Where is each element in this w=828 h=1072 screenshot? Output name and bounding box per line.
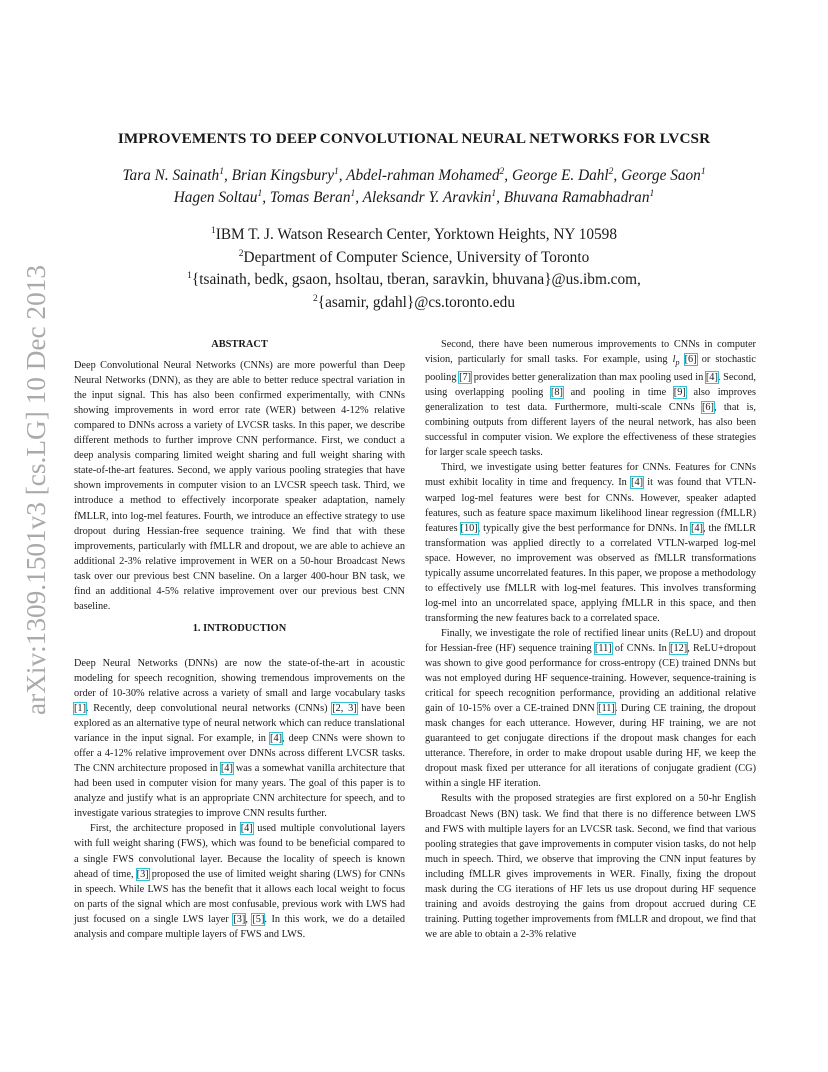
author-name: George E. Dahl [511,167,609,184]
author-affiliation-mark: 1 [219,167,224,177]
citation-link[interactable]: [4] [270,733,283,745]
citation-link[interactable]: [4] [705,372,718,384]
author-name: Tomas Beran [269,189,351,206]
body-text: , deep CNNs were shown to offer a 4-12% relative improvement over DNNs across different LVCSR tasks. The CNN architecture proposed in [74,733,405,775]
author-affiliation-mark: 2 [499,167,505,177]
math-symbol: l [672,354,676,366]
body-text: . Second, using overlapping pooling [425,372,756,399]
body-paragraph [74,656,405,822]
body-text: was a somewhat vanilla architecture that had been used in computer vision for many years. The goal of this paper is to analyze and justify what is an appropriate CNN architecture for speech, and to investigate various strategies to improve CNN results further. [74,763,405,820]
affiliation-mark: 2 [313,293,318,304]
body-text: have been explored as an alternative type of neural network which can reduce translational variance in the input signal. For example, in [74,703,405,745]
body-text: , [245,913,253,925]
author-line-1 [0,166,828,188]
affiliations [0,225,828,315]
arxiv-stamp-text: arXiv:1309.1501v3 [cs.LG] 10 Dec 2013 [21,269,51,715]
paper-title: IMPROVEMENTS TO DEEP CONVOLUTIONAL NEURAL NETWORKS FOR LVCSR [117,130,711,147]
body-paragraph [425,791,756,941]
citation-link[interactable]: [7] [459,372,472,384]
author-name: George Saon [621,167,701,184]
body-text: it was found that VTLN-warped log-mel features were best for CNNs. However, speaker adapted features, such as feature space maximum likelihood linear regression (fMLLR) features [425,477,757,534]
body-text: , that is, combining outputs from different layers of the neural network, has also been successful in computer vision. We explore the effectiveness of these strategies for larger scale speech tasks. [425,402,756,459]
body-text: used multiple convolutional layers with full weight sharing (FWS), which was found to be beneficial compared to a single FWS convolutional layer. Because the locality of speech is known ahead of time, [74,823,405,880]
body-text: and pooling in time [562,387,674,399]
citation-link[interactable]: [3] [233,913,246,925]
body-paragraph [425,337,756,460]
author-name: Bhuvana Ramabhadran [503,189,650,206]
citation-link[interactable]: [1] [74,703,87,715]
citation-link[interactable]: [4] [690,522,703,534]
introduction-body [74,656,405,942]
author-separator: , [338,167,347,184]
citation-link[interactable]: [4] [240,823,253,835]
affiliation-line [0,270,828,293]
body-text: also improves generalization to test data. Furthermore, multi-scale CNNs [425,387,757,414]
author-separator: , [355,189,363,206]
author-separator: , [613,167,622,184]
body-paragraph [74,821,405,941]
body-text: . Recently, deep convolutional neural networks (CNNs) [86,703,333,715]
affiliation-text: Department of Computer Science, University of Toronto [243,248,590,266]
affiliation-mark: 1 [211,226,216,236]
affiliation-text: IBM T. J. Watson Research Center, Yorktown Heights, NY 10598 [215,226,617,243]
author-affiliation-mark: 1 [491,189,497,199]
citation-link[interactable]: [11] [594,642,612,654]
author-name: Abdel-rahman Mohamed [346,167,500,184]
body-text: , the fMLLR transformation was applied directly to a correlated VTLN-warped log-mel space. However, no improvement was observed as fMLLR transformations typically assume uncorrelated features. In this paper, we propose a methodology to effectively use fMLLR with log-mel features. This involves transforming log-mel into an uncorrelated space, applying fMLLR in this space, and then transforming the new features back to a correlated space. [425,522,756,624]
citation-link[interactable]: [8] [550,387,563,399]
arxiv-stamp-svg [20,265,52,715]
affiliation-line [0,248,828,271]
introduction-heading: 1. INTRODUCTION [192,622,287,634]
author-line-2 [0,188,828,210]
right-column [425,337,756,942]
author-separator: , [262,189,270,206]
affiliation-text: {asamir, gdahl}@cs.toronto.edu [317,293,515,311]
body-text: proposed the use of limited weight sharing (LWS) for CNNs in speech. While LWS has the benefit that it allows each local weight to focus on parts of the signal which are most confusable, previous work with LWS had just focused on a single LWS layer [74,868,406,925]
citation-link[interactable]: [11] [598,703,615,715]
arxiv-stamp [20,265,52,715]
author-name: Hagen Soltau [173,189,258,206]
math-subscript: p [675,358,680,368]
body-text: or stochastic pooling [425,354,756,384]
author-affiliation-mark: 1 [334,167,339,177]
body-paragraph [425,626,756,792]
body-text: . In this work, we do a detailed analysis and compare multiple layers of FWS and LWS. [74,913,405,940]
body-text: . During CE training, the dropout mask changes for each utterance. However, during HF training, we are not guaranteed to get conjugate directions if the dropout mask changes for each utterance. Therefore, in order to make dropout usable during HF, we keep the dropout mask fixed per utterance for all iterations of conjugate gradient (CG) within a single HF iteration. [425,703,756,790]
body-text: Finally, we investigate the role of rectified linear units (ReLU) and dropout for Hessian-free (HF) sequence training [425,627,756,654]
author-list [0,166,828,210]
citation-link[interactable]: [2, 3] [332,703,357,715]
citation-link[interactable]: [12] [670,642,688,654]
body-paragraph [425,460,756,626]
author-separator: , [496,189,504,206]
left-column [74,337,405,942]
body-text: , ReLU+dropout was shown to give good performance for cross-entropy (CE) trained DNNs but was not employed during HF sequence-training. However, sequence-training is critical for speech recognition performance, providing an additional relative gain of 10-15% over a CE-trained DNN [425,642,756,715]
citation-link[interactable]: [10] [460,522,478,534]
affiliation-text: {tsainath, bedk, gsaon, hsoltau, tberan, saravkin, bhuvana}@us.ibm.com, [191,271,641,288]
author-affiliation-mark: 1 [700,167,706,177]
citation-link[interactable]: [9] [673,387,686,399]
author-name: Brian Kingsbury [231,167,335,184]
citation-link[interactable]: [4] [220,763,233,775]
author-affiliation-mark: 1 [350,189,356,199]
body-text: First, the architecture proposed in [90,823,241,835]
citation-link[interactable]: [6] [701,402,714,414]
affiliation-line [0,293,828,316]
affiliation-line [0,225,828,248]
right-column-body [425,337,756,942]
affiliation-mark: 2 [238,248,244,259]
author-affiliation-mark: 1 [649,189,655,199]
author-affiliation-mark: 2 [608,167,614,177]
affiliation-mark: 1 [187,271,192,281]
citation-link[interactable]: [4] [631,477,644,489]
body-text: , typically give the best performance for DNNs. In [477,522,691,534]
body-text: Second, there have been numerous improvements to CNNs in computer vision, particularly for small tasks. For example, using [425,339,756,366]
author-name: Aleksandr Y. Aravkin [362,189,492,206]
abstract-text: Deep Convolutional Neural Networks (CNNs) are more powerful than Deep Neural Networks (DNN), as they are able to better reduce spectral variation in the input signal. This has also been confirmed experimentally, with CNNs showing improvements in word error rate (WER) between 4-12% relative compared to DNNs across a variety of LVCSR tasks. In this paper, we describe different methods to further improve CNN performance. First, we conduct a deep analysis comparing limited weight sharing and full weight sharing with state-of-the-art features. Second, we apply various pooling strategies that have shown improvements in computer vision to an LVCSR speech task. Third, we introduce a method to effectively incorporate speaker adaptation, namely fMLLR, into log-mel features. Fourth, we introduce an effective strategy to use dropout during Hessian-free sequence training. We find that with these improvements, particularly with fMLLR and dropout, we are able to achieve an additional 2-3% relative improvement in WER on a 50-hour Broadcast News task over our previous best CNN baseline. On a larger 400-hour BN task, we find an additional 4-5% relative improvement over our previous best CNN baseline. [74,360,405,612]
author-affiliation-mark: 1 [257,189,263,199]
body-text: Deep Neural Networks (DNNs) are now the state-of-the-art in acoustic modeling for speech recognition, showing tremendous improvements on the order of 10-30% relative across a variety of small and large vocabulary tasks [74,657,405,699]
body-text: provides better generalization than max pooling used in [471,372,706,384]
author-separator: , [504,167,512,184]
body-text: Third, we investigate using better features for CNNs. Features for CNNs must exhibit locality in time and frequency. In [425,462,756,489]
citation-link[interactable]: [6] [684,354,697,366]
author-name: Tara N. Sainath [122,167,220,184]
author-separator: , [223,167,232,184]
citation-link[interactable]: [3] [136,868,149,880]
body-text: Results with the proposed strategies are first explored on a 50-hr English Broadcast News (BN) task. We find that there is no difference between LWS and FWS with multiple layers for an LVCSR task. Second, we find that various pooling strategies that gave improvements in computer vision tasks, do not help much in speech. Third, we observe that improving the CNN input features by including fMLLR gives improvements in WER. Finally, fixing the dropout mask during the CG iterations of HF lets us use dropout during HF sequence training and avoids destroying the gains from dropout accrued during CE training. Putting together improvements from fMLLR and dropout, we find that we are able to obtain a 2-3% relative [425,793,756,940]
abstract-heading: ABSTRACT [211,339,268,350]
body-text: of CNNs. In [611,642,671,654]
citation-link[interactable]: [5] [252,913,265,925]
body-text [679,354,684,365]
